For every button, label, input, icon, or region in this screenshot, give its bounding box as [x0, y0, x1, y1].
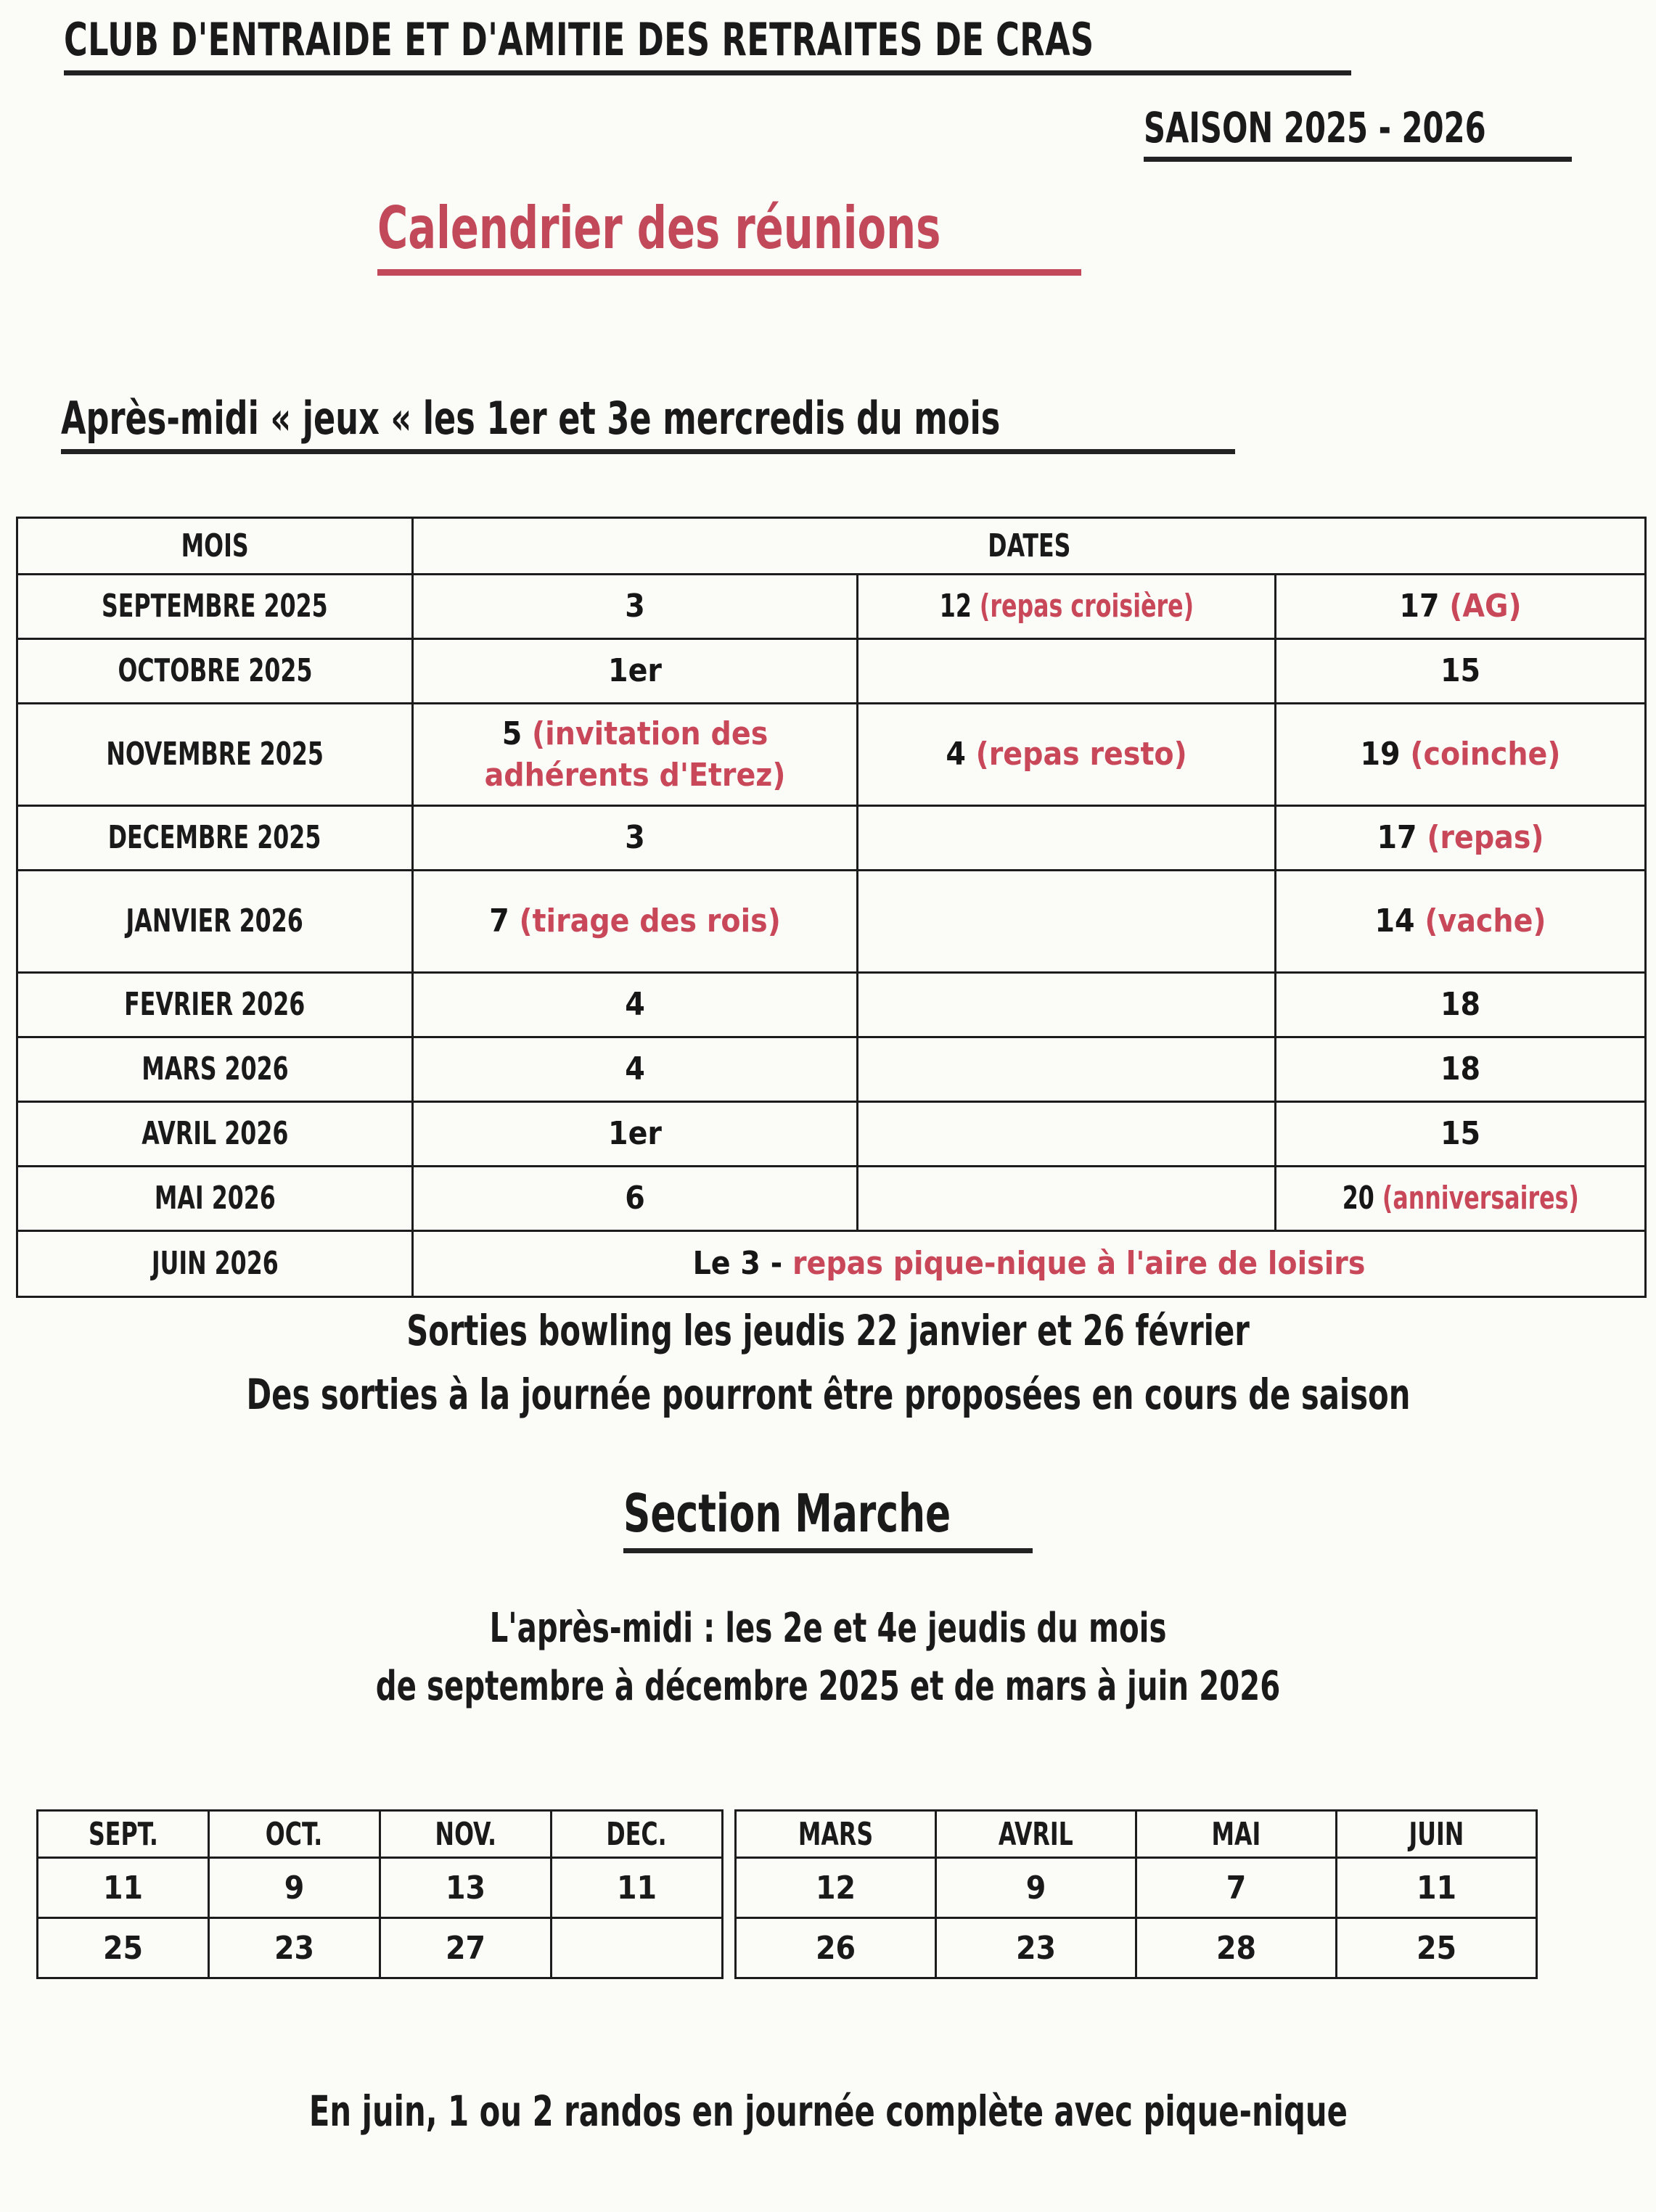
cell-date-1: 1er: [413, 1102, 858, 1167]
table-row: [736, 1858, 1537, 1918]
games-section-heading-text: Après-midi « jeux « les 1er et 3e mercredis du mois: [61, 392, 1001, 445]
table-row: [17, 973, 1646, 1037]
table-header-row: [38, 1811, 723, 1858]
cell-month: JUIN 2026: [17, 1231, 413, 1297]
header-cell-avril: AVRIL: [936, 1811, 1136, 1858]
cell-date-1: 1er: [413, 639, 858, 704]
cell-date-3: 14 (vache): [1276, 871, 1646, 973]
cell-month: DECEMBRE 2025: [17, 806, 413, 871]
header-cell-juin: JUIN: [1337, 1811, 1537, 1858]
cell-date-3: 15: [1276, 639, 1646, 704]
cell-date: 7: [1136, 1858, 1337, 1918]
cell-date-2: [858, 639, 1276, 704]
cell-month: JANVIER 2026: [17, 871, 413, 973]
table-row: [38, 1918, 723, 1978]
cell-date-3: 18: [1276, 1037, 1646, 1102]
cell-date-1: 4: [413, 1037, 858, 1102]
cell-date-2: [858, 973, 1276, 1037]
cell-date: 9: [209, 1858, 380, 1918]
table-row: [17, 871, 1646, 973]
header-cell-dec: DEC.: [552, 1811, 723, 1858]
table-row: [736, 1918, 1537, 1978]
cell-date-3: 17 (repas): [1276, 806, 1646, 871]
club-title: [64, 13, 1351, 75]
cell-month: MAI 2026: [17, 1167, 413, 1231]
table-header-row: [17, 518, 1646, 575]
cell-date-2: [858, 806, 1276, 871]
header-cell-nov: NOV.: [380, 1811, 552, 1858]
walk-table-spring: [734, 1809, 1538, 1979]
club-title-text: CLUB D'ENTRAIDE ET D'AMITIE DES RETRAITES DE CRAS: [64, 13, 1094, 66]
cell-month: MARS 2026: [17, 1037, 413, 1102]
table-row: [17, 1037, 1646, 1102]
season-title-text: SAISON 2025 - 2026: [1144, 103, 1487, 152]
header-cell-mai: MAI: [1136, 1811, 1337, 1858]
cell-date-3: 15: [1276, 1102, 1646, 1167]
games-section-heading: [61, 392, 1235, 454]
cell-date-2: [858, 1167, 1276, 1231]
note-outings: Des sorties à la journée pourront être proposées en cours de saison: [246, 1370, 1410, 1419]
cell-date-1: 7 (tirage des rois): [413, 871, 858, 973]
page-title: [377, 194, 1081, 276]
cell-date-1: 4: [413, 973, 858, 1037]
note-june-hikes: En juin, 1 ou 2 randos en journée complète avec pique-nique: [308, 2086, 1348, 2136]
table-header-row: [736, 1811, 1537, 1858]
cell-date: 11: [38, 1858, 209, 1918]
cell-date-3: 20 (anniversaires): [1276, 1167, 1646, 1231]
table-row: [17, 575, 1646, 639]
march-schedule-line-2: de septembre à décembre 2025 et de mars à juin 2026: [375, 1663, 1281, 1710]
cell-month: AVRIL 2026: [17, 1102, 413, 1167]
cell-date: 11: [1337, 1858, 1537, 1918]
table-row-june: [17, 1231, 1646, 1297]
cell-date-1: 3: [413, 806, 858, 871]
header-cell-sept: SEPT.: [38, 1811, 209, 1858]
cell-date-1: 3: [413, 575, 858, 639]
table-row: [38, 1858, 723, 1918]
cell-date-empty: [552, 1918, 723, 1978]
meetings-table: [16, 517, 1647, 1298]
page-title-text: Calendrier des réunions: [377, 194, 941, 262]
cell-date: 9: [936, 1858, 1136, 1918]
cell-date: 13: [380, 1858, 552, 1918]
header-cell-mois: MOIS: [17, 518, 413, 575]
cell-date-2: 4 (repas resto): [858, 704, 1276, 806]
march-schedule-line-1: L'après-midi : les 2e et 4e jeudis du mois: [489, 1605, 1167, 1652]
cell-date: 26: [736, 1918, 936, 1978]
season-title: [1144, 103, 1572, 162]
cell-date: 28: [1136, 1918, 1337, 1978]
cell-date-1: 5 (invitation des adhérents d'Etrez): [413, 704, 858, 806]
table-row: [17, 639, 1646, 704]
cell-date-3: 18: [1276, 973, 1646, 1037]
table-row: [17, 806, 1646, 871]
cell-date: 12: [736, 1858, 936, 1918]
cell-date: 11: [552, 1858, 723, 1918]
table-row: [17, 1167, 1646, 1231]
walk-table-autumn: [36, 1809, 724, 1979]
cell-date: 25: [38, 1918, 209, 1978]
header-cell-oct: OCT.: [209, 1811, 380, 1858]
march-section-heading: Section Marche: [0, 1483, 1656, 1553]
cell-date-2: [858, 1102, 1276, 1167]
cell-date-2: [858, 871, 1276, 973]
table-row: [17, 1102, 1646, 1167]
cell-june-note: Le 3 - repas pique-nique à l'aire de loisirs: [413, 1231, 1646, 1297]
cell-month: OCTOBRE 2025: [17, 639, 413, 704]
cell-date-2: 12 (repas croisière): [858, 575, 1276, 639]
cell-date: 25: [1337, 1918, 1537, 1978]
header-cell-dates: DATES: [413, 518, 1646, 575]
cell-month: FEVRIER 2026: [17, 973, 413, 1037]
cell-date-3: 19 (coinche): [1276, 704, 1646, 806]
header-cell-mars: MARS: [736, 1811, 936, 1858]
cell-date-2: [858, 1037, 1276, 1102]
cell-date: 27: [380, 1918, 552, 1978]
table-row: [17, 704, 1646, 806]
cell-date-3: 17 (AG): [1276, 575, 1646, 639]
cell-date-1: 6: [413, 1167, 858, 1231]
cell-date: 23: [209, 1918, 380, 1978]
cell-date: 23: [936, 1918, 1136, 1978]
note-bowling: Sorties bowling les jeudis 22 janvier et 26 février: [406, 1306, 1250, 1355]
cell-month: SEPTEMBRE 2025: [17, 575, 413, 639]
cell-month: NOVEMBRE 2025: [17, 704, 413, 806]
